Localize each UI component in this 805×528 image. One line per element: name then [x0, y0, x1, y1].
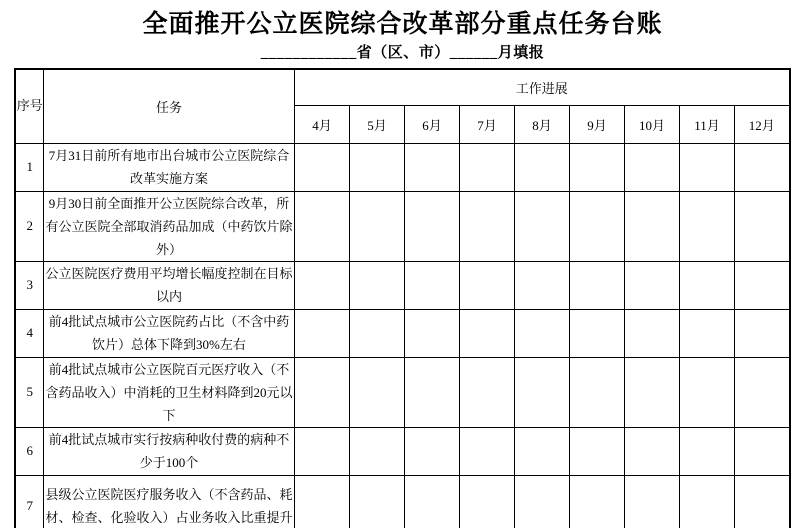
- progress-cell[interactable]: [294, 475, 349, 528]
- progress-cell[interactable]: [459, 357, 514, 427]
- progress-cell[interactable]: [624, 357, 679, 427]
- progress-cell[interactable]: [459, 427, 514, 475]
- progress-cell[interactable]: [569, 191, 624, 261]
- serial-number: 4: [15, 309, 43, 357]
- task-description: 公立医院医疗费用平均增长幅度控制在目标以内: [43, 261, 294, 309]
- progress-cell[interactable]: [514, 357, 569, 427]
- progress-cell[interactable]: [514, 475, 569, 528]
- progress-cell[interactable]: [624, 143, 679, 191]
- progress-cell[interactable]: [294, 357, 349, 427]
- progress-cell[interactable]: [349, 427, 404, 475]
- progress-cell[interactable]: [734, 357, 789, 427]
- progress-cell[interactable]: [624, 427, 679, 475]
- progress-cell[interactable]: [514, 427, 569, 475]
- progress-cell[interactable]: [679, 475, 734, 528]
- column-header-progress: 工作进展: [294, 69, 789, 105]
- progress-cell[interactable]: [349, 191, 404, 261]
- serial-number: 7: [15, 475, 43, 528]
- serial-number: 1: [15, 143, 43, 191]
- table-row: [15, 475, 789, 528]
- task-description: 9月30日前全面推开公立医院综合改革，所有公立医院全部取消药品加成（中药饮片除外）: [43, 191, 294, 261]
- progress-cell[interactable]: [679, 427, 734, 475]
- table-row: [15, 427, 789, 475]
- progress-cell[interactable]: [679, 261, 734, 309]
- serial-number: 3: [15, 261, 43, 309]
- progress-cell[interactable]: [404, 143, 459, 191]
- page-title: 全面推开公立医院综合改革部分重点任务台账: [142, 11, 663, 38]
- progress-cell[interactable]: [569, 143, 624, 191]
- progress-cell[interactable]: [459, 143, 514, 191]
- task-description: 前4批试点城市公立医院药占比（不含中药饮片）总体下降到30%左右: [43, 309, 294, 357]
- column-header-month-sep: 9月: [569, 105, 624, 143]
- progress-cell[interactable]: [624, 191, 679, 261]
- progress-cell[interactable]: [679, 143, 734, 191]
- progress-cell[interactable]: [624, 475, 679, 528]
- table-row: [15, 261, 789, 309]
- progress-cell[interactable]: [294, 261, 349, 309]
- column-header-month-nov: 11月: [679, 105, 734, 143]
- column-header-month-oct: 10月: [624, 105, 679, 143]
- progress-cell[interactable]: [294, 309, 349, 357]
- progress-cell[interactable]: [294, 191, 349, 261]
- task-description: 前4批试点城市实行按病种收付费的病种不少于100个: [43, 427, 294, 475]
- progress-cell[interactable]: [569, 475, 624, 528]
- serial-number: 2: [15, 191, 43, 261]
- progress-cell[interactable]: [734, 261, 789, 309]
- progress-cell[interactable]: [679, 357, 734, 427]
- progress-cell[interactable]: [349, 261, 404, 309]
- progress-cell[interactable]: [514, 143, 569, 191]
- task-description: 县级公立医院医疗服务收入（不含药品、耗材、检查、化验收入）占业务收入比重提升: [43, 475, 294, 528]
- progress-cell[interactable]: [624, 261, 679, 309]
- progress-cell[interactable]: [569, 261, 624, 309]
- progress-cell[interactable]: [734, 427, 789, 475]
- progress-cell[interactable]: [404, 309, 459, 357]
- progress-cell[interactable]: [679, 309, 734, 357]
- progress-cell[interactable]: [569, 357, 624, 427]
- table-row: [15, 143, 789, 191]
- header-row-top: [15, 69, 789, 105]
- progress-cell[interactable]: [349, 309, 404, 357]
- progress-cell[interactable]: [734, 143, 789, 191]
- progress-cell[interactable]: [569, 309, 624, 357]
- progress-cell[interactable]: [624, 309, 679, 357]
- subtitle-fill-in-line: ____________省（区、市）______月填报: [260, 45, 545, 61]
- progress-cell[interactable]: [734, 191, 789, 261]
- serial-number: 6: [15, 427, 43, 475]
- progress-cell[interactable]: [459, 475, 514, 528]
- progress-cell[interactable]: [459, 309, 514, 357]
- serial-number: 5: [15, 357, 43, 427]
- progress-cell[interactable]: [459, 191, 514, 261]
- progress-cell[interactable]: [349, 357, 404, 427]
- task-description: 7月31日前所有地市出台城市公立医院综合改革实施方案: [43, 143, 294, 191]
- progress-cell[interactable]: [349, 475, 404, 528]
- progress-cell[interactable]: [404, 475, 459, 528]
- column-header-month-may: 5月: [349, 105, 404, 143]
- progress-cell[interactable]: [349, 143, 404, 191]
- progress-cell[interactable]: [514, 191, 569, 261]
- column-header-serial: 序号: [15, 69, 43, 143]
- column-header-month-apr: 4月: [294, 105, 349, 143]
- progress-cell[interactable]: [514, 261, 569, 309]
- progress-cell[interactable]: [404, 357, 459, 427]
- progress-cell[interactable]: [404, 427, 459, 475]
- progress-cell[interactable]: [459, 261, 514, 309]
- table-row: [15, 357, 789, 427]
- progress-cell[interactable]: [679, 191, 734, 261]
- table-row: [15, 309, 789, 357]
- column-header-task: 任务: [43, 69, 294, 143]
- task-ledger-table: [14, 68, 790, 528]
- column-header-month-jul: 7月: [459, 105, 514, 143]
- progress-cell[interactable]: [569, 427, 624, 475]
- progress-cell[interactable]: [294, 427, 349, 475]
- task-description: 前4批试点城市公立医院百元医疗收入（不含药品收入）中消耗的卫生材料降到20元以下: [43, 357, 294, 427]
- column-header-month-dec: 12月: [734, 105, 789, 143]
- progress-cell[interactable]: [514, 309, 569, 357]
- table-row: [15, 191, 789, 261]
- progress-cell[interactable]: [734, 309, 789, 357]
- progress-cell[interactable]: [294, 143, 349, 191]
- progress-cell[interactable]: [734, 475, 789, 528]
- progress-cell[interactable]: [404, 261, 459, 309]
- progress-cell[interactable]: [404, 191, 459, 261]
- column-header-month-jun: 6月: [404, 105, 459, 143]
- column-header-month-aug: 8月: [514, 105, 569, 143]
